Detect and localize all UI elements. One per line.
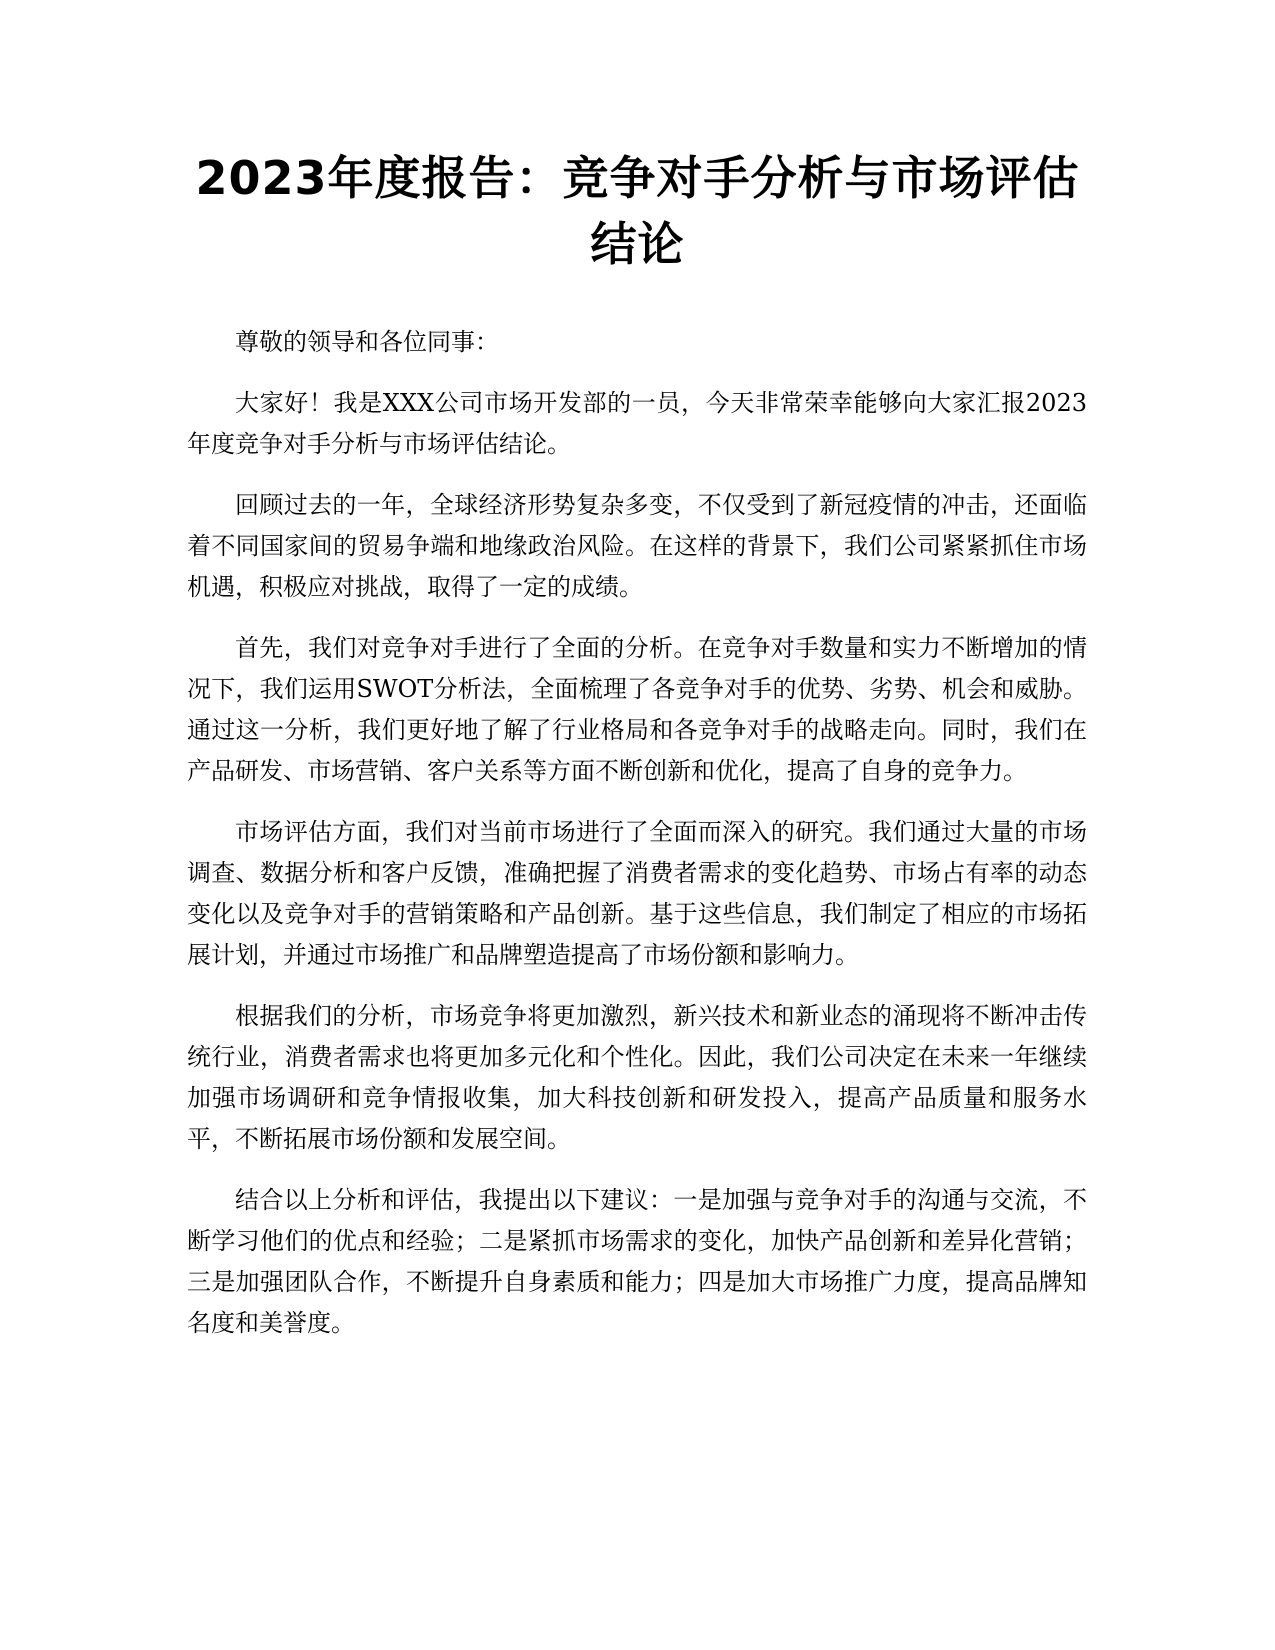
document-body (187, 322, 1087, 1364)
market-assessment-paragraph: 市场评估方面，我们对当前市场进行了全面而深入的研究。我们通过大量的市场调查、数据分析和客户反馈，准确把握了消费者需求的变化趋势、市场占有率的动态变化以及竞争对手的营销策略和产品创新。基于这些信息，我们制定了相应的市场拓展计划，并通过市场推广和品牌塑造提高了市场份额和影响力。 (187, 818, 1087, 969)
outlook-paragraph: 根据我们的分析，市场竞争将更加激烈，新兴技术和新业态的涌现将不断冲击传统行业，消费者需求也将更加多元化和个性化。因此，我们公司决定在未来一年继续加强市场调研和竞争情报收集，加大科技创新和研发投入，提高产品质量和服务水平，不断拓展市场份额和发展空间。 (187, 1002, 1087, 1153)
salutation-paragraph: 尊敬的领导和各位同事： (235, 328, 499, 356)
greeting-paragraph: 大家好！我是XXX公司市场开发部的一员，今天非常荣幸能够向大家汇报2023年度竞争对手分析与市场评估结论。 (187, 389, 1087, 458)
document-title: 2023年度报告：竞争对手分析与市场评估结论 (195, 151, 1080, 271)
competitor-analysis-paragraph: 首先，我们对竞争对手进行了全面的分析。在竞争对手数量和实力不断增加的情况下，我们运用SWOT分析法，全面梳理了各竞争对手的优势、劣势、机会和威胁。通过这一分析，我们更好地了解了行业格局和各竞争对手的战略走向。同时，我们在产品研发、市场营销、客户关系等方面不断创新和优化，提高了自身的竞争力。 (187, 634, 1087, 785)
review-paragraph: 回顾过去的一年，全球经济形势复杂多变，不仅受到了新冠疫情的冲击，还面临着不同国家间的贸易争端和地缘政治风险。在这样的背景下，我们公司紧紧抓住市场机遇，积极应对挑战，取得了一定的成绩。 (187, 491, 1087, 601)
recommendations-paragraph: 结合以上分析和评估，我提出以下建议：一是加强与竞争对手的沟通与交流，不断学习他们的优点和经验；二是紧抓市场需求的变化，加快产品创新和差异化营销；三是加强团队合作，不断提升自身素质和能力；四是加大市场推广力度，提高品牌知名度和美誉度。 (187, 1186, 1087, 1337)
